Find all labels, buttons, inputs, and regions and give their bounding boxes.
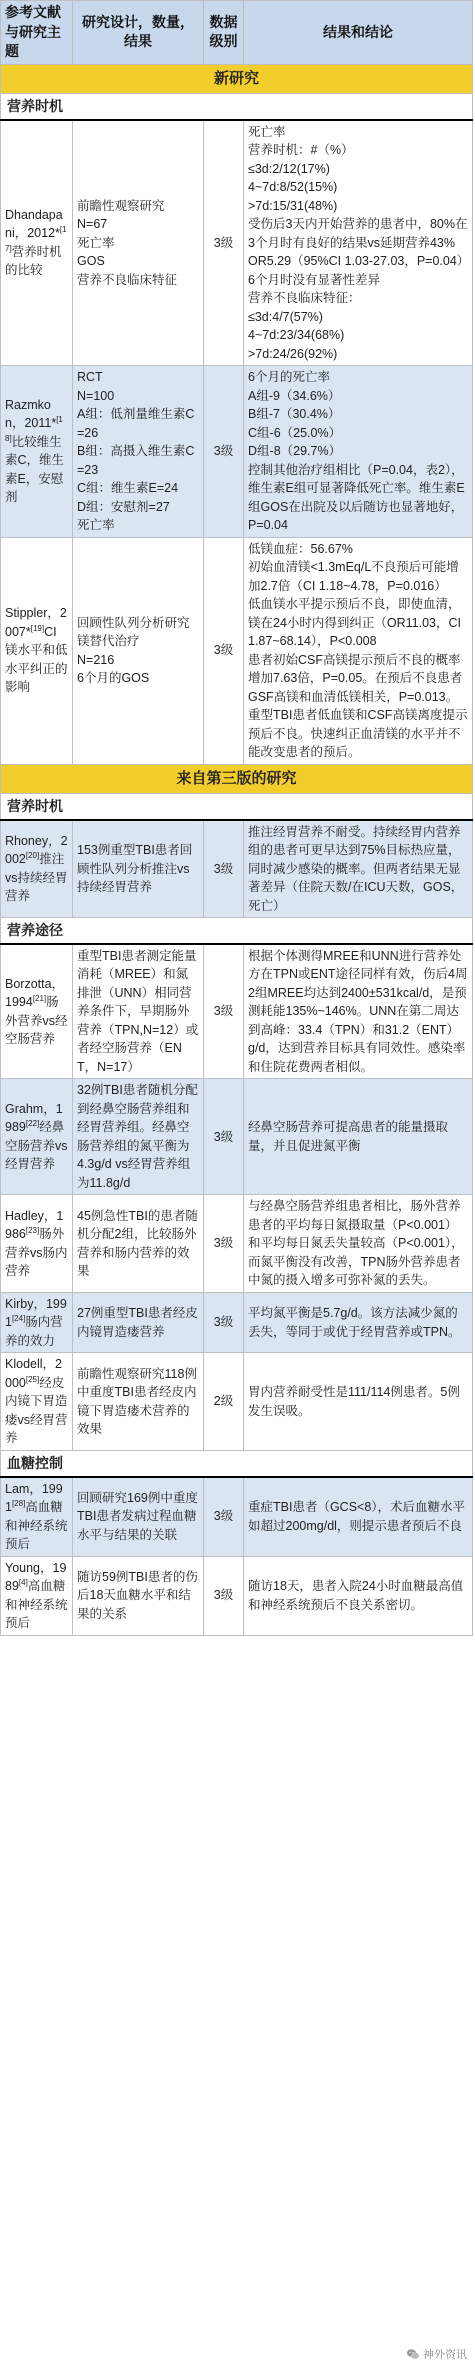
- design-line: N=100: [77, 388, 115, 403]
- result-line: 随访18天，患者入院24小时血糖最高值和神经系统预后不良关系密切。: [248, 1579, 464, 1612]
- result-line: 营养时机：#（%）: [248, 143, 354, 158]
- ref-topic: 肠内营养的效力: [5, 1315, 63, 1348]
- result-line: 4~7d:23/34(68%): [248, 328, 345, 343]
- result-line: 经鼻空肠营养可提高患者的能量摄取量，并且促进氮平衡: [248, 1120, 449, 1153]
- result-cell: [244, 1353, 473, 1451]
- ref-topic: 高血糖和神经系统预后: [5, 1500, 68, 1552]
- ref-cell: [1, 1292, 73, 1353]
- result-line: 重型TBI患者低血镁和CSF高镁离度提示预后不良。快速纠正血清镁的水平并不能改变患者的预后。: [248, 708, 468, 760]
- result-line: 初始血清镁<1.3mEq/L不良预后可能增加2.7倍（CI 1.18~4.78，P=0.016）: [248, 560, 459, 593]
- design-line: 前瞻性观察研究118例中重度TBI患者经皮内镜下胃造瘘术营养的效果: [77, 1366, 197, 1437]
- design-cell: [73, 120, 204, 366]
- ref-citation: [24]: [11, 1314, 26, 1324]
- design-cell: [73, 944, 204, 1079]
- subsection-title: 营养时机: [1, 793, 473, 819]
- ref-cell: [1, 1477, 73, 1557]
- ref-citation: [21]: [32, 993, 47, 1003]
- result-cell: [244, 1079, 473, 1195]
- design-line: 153例重型TBI患者回顾性队列分析推注vs持续经胃营养: [77, 843, 193, 895]
- section-title: 新研究: [1, 64, 473, 93]
- result-cell: [244, 1292, 473, 1353]
- design-cell: [73, 1292, 204, 1353]
- design-cell: [73, 1477, 204, 1557]
- ref-topic: 经皮内镜下胃造瘘vs经胃营养: [5, 1375, 68, 1446]
- level-cell: 3级: [204, 366, 244, 538]
- ref-author: Klodell，2000: [5, 1357, 62, 1390]
- ref-cell: [1, 120, 73, 366]
- subsection-title: 血糖控制: [1, 1450, 473, 1476]
- design-line: 6个月的GOS: [77, 671, 150, 686]
- result-cell: [244, 1556, 473, 1635]
- ref-topic: 经鼻空肠营养vs经胃营养: [5, 1120, 68, 1172]
- design-cell: [73, 820, 204, 918]
- subsection-row: [1, 793, 473, 819]
- design-line: 镁替代治疗: [77, 634, 140, 649]
- ref-citation: [25]: [25, 1374, 40, 1384]
- result-line: ≤3d:2/12(17%): [248, 161, 330, 176]
- ref-citation: [4]: [18, 1577, 28, 1587]
- table-row: [1, 1079, 473, 1195]
- result-line: 营养不良临床特征：: [248, 291, 361, 306]
- level-cell: 3级: [204, 1477, 244, 1557]
- level-cell: 3级: [204, 120, 244, 366]
- design-cell: [73, 1556, 204, 1635]
- subsection-title: 营养时机: [1, 93, 473, 119]
- ref-topic: 比较维生素C，维生素E，安慰剂: [5, 434, 65, 505]
- result-line: D组-8（29.7%）: [248, 444, 342, 459]
- design-line: 回顾性队列分析研究: [77, 615, 190, 630]
- result-line: C组-6（25.0%）: [248, 425, 342, 440]
- ref-cell: [1, 1079, 73, 1195]
- ref-author: Hadley，1986: [5, 1208, 64, 1242]
- ref-cell: [1, 537, 73, 764]
- ref-author: Razmkon，2011*: [5, 397, 57, 431]
- subsection-row: [1, 918, 473, 944]
- result-line: 推注经胃营养不耐受。持续经胃内营养组的患者可更早达到75%目标热应量，同时减少感染的概率。但两者结果无显著差异（住院天数/在ICU天数，GOS，死亡）: [248, 824, 464, 913]
- header-design: 研究设计，数量，结果: [73, 1, 204, 65]
- header-ref: 参考文献与研究主题: [1, 1, 73, 65]
- result-line: >7d:24/26(92%): [248, 346, 338, 361]
- result-line: ≤3d:4/7(57%): [248, 309, 323, 324]
- result-line: 重症TBI患者（GCS<8），术后血糖水平如超过200mg/dl，则提示患者预后不良: [248, 1500, 466, 1533]
- result-line: A组-9（34.6%）: [248, 388, 341, 403]
- result-line: 死亡率: [248, 124, 286, 139]
- table-row: [1, 120, 473, 366]
- ref-author: Borzotta，1994: [5, 976, 65, 1010]
- result-line: 6个月时没有显著性差异: [248, 272, 380, 287]
- design-line: GOS: [77, 254, 105, 269]
- design-cell: [73, 537, 204, 764]
- ref-topic: CI镁水平和低水平纠正的影响: [5, 624, 68, 695]
- design-line: 27例重型TBI患者经皮内镜胃造瘘营养: [77, 1306, 198, 1339]
- design-line: 随访59例TBI患者的伤后18天血糖水平和结果的关系: [77, 1569, 198, 1621]
- ref-topic: 肠外营养vs肠内营养: [5, 1227, 68, 1279]
- level-cell: 3级: [204, 1195, 244, 1293]
- result-cell: [244, 1195, 473, 1293]
- ref-author: Grahm，1989: [5, 1101, 63, 1135]
- design-line: 32例TBI患者随机分配到经鼻空肠营养组和经胃营养组。经鼻空肠营养组的氮平衡为4.3g/d vs经胃营养组为11.8g/d: [77, 1083, 198, 1190]
- design-line: RCT: [77, 370, 103, 385]
- table-row: [1, 1556, 473, 1635]
- level-cell: 3级: [204, 1292, 244, 1353]
- result-cell: [244, 820, 473, 918]
- watermark: [406, 2346, 467, 2362]
- design-line: 回顾研究169例中重度TBI患者发病过程血糖水平与结果的关联: [77, 1490, 198, 1542]
- design-line: B组：高摄入维生素C=23: [77, 444, 195, 477]
- ref-citation: [22]: [25, 1119, 40, 1129]
- result-line: 胃内营养耐受性是111/114例患者。5例发生误吸。: [248, 1385, 460, 1418]
- ref-cell: [1, 1556, 73, 1635]
- table-row: [1, 1353, 473, 1451]
- subsection-title: 营养途径: [1, 918, 473, 944]
- subsection-row: [1, 1450, 473, 1476]
- result-line: 低镁血症：56.67%: [248, 541, 353, 556]
- level-cell: 3级: [204, 1556, 244, 1635]
- result-line: 6个月的死亡率: [248, 370, 330, 385]
- ref-citation: [28]: [11, 1498, 26, 1508]
- ref-author: Stippler，2007*: [5, 606, 67, 639]
- ref-topic: 营养时机的比较: [5, 244, 62, 278]
- table-body: [1, 64, 473, 1635]
- design-cell: [73, 366, 204, 538]
- result-line: 受伤后3天内开始营养的患者中，80%在3个月时有良好的结果vs延期营养43% OR5.29（95%CI 1.03-27.03，P=0.04）: [248, 217, 470, 269]
- result-line: 低血镁水平提示预后不良，即使血清，镁在24小时内得到纠正（OR11.03，CI1.87~68.14），P<0.008: [248, 597, 462, 649]
- design-line: 前瞻性观察研究: [77, 198, 165, 213]
- ref-citation: [18]: [5, 415, 63, 443]
- design-line: N=67: [77, 217, 108, 232]
- design-line: N=216: [77, 652, 115, 667]
- table-row: [1, 944, 473, 1079]
- ref-cell: [1, 366, 73, 538]
- table-row: [1, 1195, 473, 1293]
- design-line: 死亡率: [77, 518, 115, 533]
- table-row: [1, 820, 473, 918]
- result-line: 4~7d:8/52(15%): [248, 180, 338, 195]
- level-cell: 3级: [204, 537, 244, 764]
- ref-citation: [20]: [25, 851, 40, 861]
- result-line: 患者初始CSF高镁提示预后不良的概率增加7.63倍，P=0.05。在预后不良患者GSF高镁和血清低镁相关，P=0.013。: [248, 652, 463, 704]
- ref-citation: [19]: [30, 623, 45, 633]
- table-row: [1, 1292, 473, 1353]
- result-line: 根据个体测得MREE和UNN进行营养处方在TPN或ENT途径同样有效，伤后4周2组MREE均达到2400±531kcal/d，是预测耗能135%~146%。UNN在第二周达到高峰：33.4（TPN）和31.2（ENT）g/d，达到营养目标具有同效性。感染率和住院花费两者相似。: [248, 948, 468, 1074]
- ref-author: Young，1989: [5, 1560, 67, 1594]
- section-band: [1, 64, 473, 93]
- result-cell: [244, 1477, 473, 1557]
- subsection-row: [1, 93, 473, 119]
- result-line: 平均氮平衡是5.7g/d。该方法减少氮的丢失，等同于或优于经胃营养或TPN。: [248, 1306, 461, 1339]
- watermark-text: 神外资讯: [423, 2349, 467, 2361]
- result-cell: [244, 366, 473, 538]
- ref-citation: [17]: [5, 225, 67, 253]
- result-cell: [244, 120, 473, 366]
- result-cell: [244, 537, 473, 764]
- ref-cell: [1, 820, 73, 918]
- ref-author: Rhoney，2002: [5, 833, 68, 867]
- design-line: A组：低剂量维生素C=26: [77, 407, 195, 440]
- design-line: C组：维生素E=24: [77, 481, 179, 496]
- design-line: 死亡率: [77, 235, 115, 250]
- result-cell: [244, 944, 473, 1079]
- design-cell: [73, 1353, 204, 1451]
- ref-topic: 肠外营养vs经空肠营养: [5, 995, 68, 1047]
- design-line: 营养不良临床特征: [77, 272, 178, 287]
- ref-cell: [1, 1353, 73, 1451]
- ref-cell: [1, 1195, 73, 1293]
- ref-author: Lam，1991: [5, 1481, 63, 1515]
- design-cell: [73, 1195, 204, 1293]
- table-row: [1, 537, 473, 764]
- level-cell: 3级: [204, 1079, 244, 1195]
- table-header-row: [1, 1, 473, 65]
- result-line: B组-7（30.4%）: [248, 407, 341, 422]
- level-cell: 3级: [204, 820, 244, 918]
- header-result: 结果和结论: [244, 1, 473, 65]
- result-line: 控制其他治疗组相比（P=0.04，表2），维生素E组可显著降低死亡率。维生素E组GOS在出院及以后随访也显著地好，P=0.04: [248, 462, 465, 533]
- ref-topic: 高血糖和神经系统预后: [5, 1579, 68, 1631]
- design-line: 重型TBI患者测定能量消耗（MREE）和氮排泄（UNN）相同营养条件下，早期肠外营养（TPN,N=12）或者经空肠营养（ENT，N=17）: [77, 948, 199, 1074]
- result-line: >7d:15/31(48%): [248, 198, 338, 213]
- result-line: 与经鼻空肠营养组患者相比，肠外营养患者的平均每日氮摄取量（P<0.001）和平均每日氮丢失量较高（P<0.001），而氮平衡没有改善，TPN肠外营养患者中氮的摄入增多可弥补氮的丢失。: [248, 1199, 464, 1288]
- ref-citation: [23]: [25, 1225, 40, 1235]
- wechat-icon: [406, 2347, 420, 2361]
- section-title: 来自第三版的研究: [1, 764, 473, 793]
- design-line: 45例急性TBI的患者随机分配2组，比较肠外营养和肠内营养的效果: [77, 1208, 198, 1279]
- design-cell: [73, 1079, 204, 1195]
- ref-cell: [1, 944, 73, 1079]
- level-cell: 3级: [204, 944, 244, 1079]
- ref-topic: 推注vs持续经胃营养: [5, 852, 68, 904]
- ref-author: Dhandapani，2012*: [5, 207, 63, 241]
- section-band: [1, 764, 473, 793]
- level-cell: 2级: [204, 1353, 244, 1451]
- table-row: [1, 1477, 473, 1557]
- ref-author: Kirby，1991: [5, 1296, 67, 1330]
- design-line: D组：安慰剂=27: [77, 499, 170, 514]
- table-row: [1, 366, 473, 538]
- header-level: 数据级别: [204, 1, 244, 65]
